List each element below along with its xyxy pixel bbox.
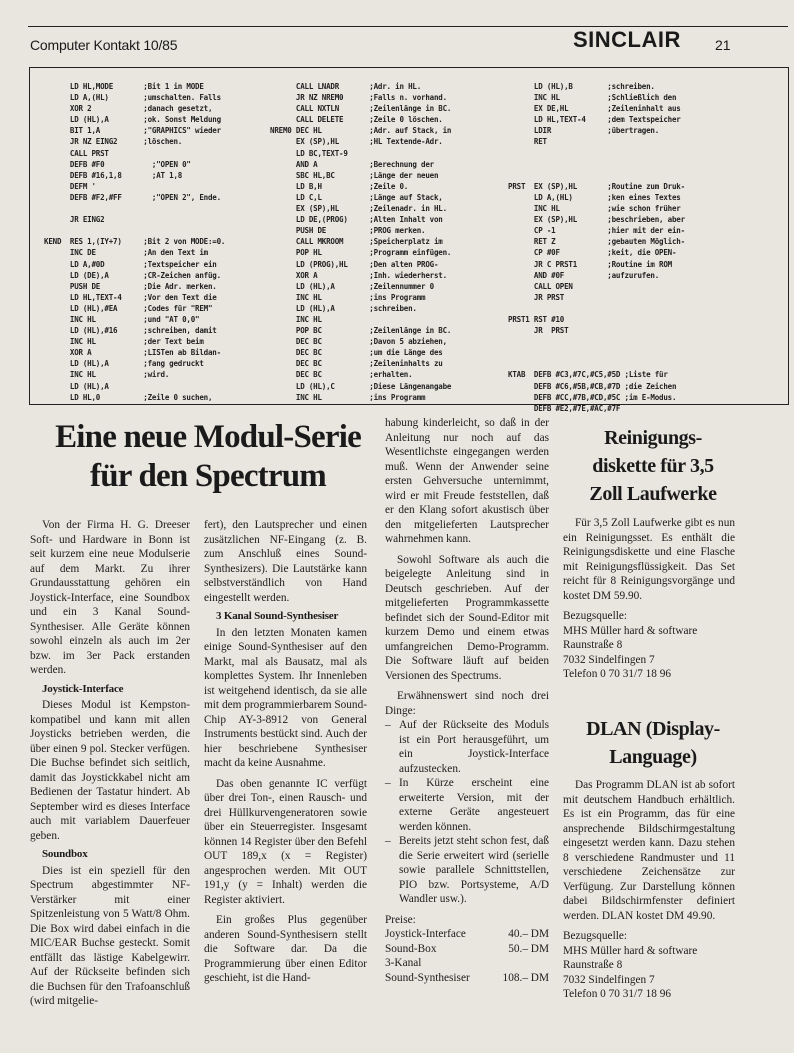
synth-paragraph-2: Das oben genannte IC verfügt über drei Ton-, einen Rausch- und drei Hüllkurvengeneratoren sowie über ein Steuerregister. Insgesamt können 14 Register über den Befehl OUT 189,x (x = Register) angesprochen werden. Mit OUT 191,y (y = Inhalt) werden die Register aktiviert. xyxy=(204,777,367,906)
column-3-continuation: habung kinderleicht, so daß in der Anleitung nur noch auf das Wesentlichste eingegangen werden muß. Wenn der Anwender seine ersten Gehversuche unternimmt, wird er mit Freude feststellen, daß er den Klang sofort akustisch über den mitgelieferten Lautsprecher wahrnehmen kann. xyxy=(385,417,549,545)
address-line: Telefon 0 70 31/7 18 96 xyxy=(563,988,672,1000)
address-line: 7032 Sindelfingen 7 xyxy=(563,973,655,986)
address-line: MHS Müller hard & software xyxy=(563,624,698,637)
price-item: Sound-Synthesiser xyxy=(385,971,470,984)
magazine-issue: Computer Kontakt 10/85 xyxy=(30,37,178,53)
price-value: 40.– DM xyxy=(508,928,549,940)
subheading-synthesiser: 3 Kanal Sound-Synthesiser xyxy=(216,610,339,622)
dlan-article xyxy=(563,778,735,1002)
joystick-paragraph: Dieses Modul ist Kempston-kompatibel und kann mit allen Joysticks betrieben werden, die über einen 9 pol. Stecker verfügen. Die Buchse befindet sich seitlich, damit das Joystickkabel nicht am Bedienen der Tastatur hindert. Ab September wird es dieses Interface auch mit variablem Dauerfeuer geben. xyxy=(30,699,190,842)
price-row xyxy=(385,942,549,957)
soundbox-paragraph: Dies ist ein speziell für den Spectrum abgestimmter NF-Verstärker mit einer Spitzenleistung von 5 Watt/8 Ohm. Die Box wird dabei einfach in die MIC/EAR Buchse gesteckt. Somit entfällt das lästige Kabelgewirr. Auf der Rückseite befinden sich die Buchsen für den Trafoanschluß (wird mitgelie- xyxy=(30,864,190,1007)
address-line: Raunstraße 8 xyxy=(563,639,623,651)
price-item: Sound-Box xyxy=(385,942,437,955)
cleaning-body: Für 3,5 Zoll Laufwerke gibt es nun ein Reinigungsset. Es enthält die Reinigungsdiskette und eine Flasche mit Reinigungsflüssigkeit. Das Set reicht für 8 Reinigungsvorgänge und kostet DM 59.90. xyxy=(563,517,735,602)
feature-item: – Auf der Rückseite des Moduls ist ein Port herausgeführt, um ein Joystick-Interface aufzustecken. xyxy=(385,718,549,776)
main-headline-line-2: für den Spectrum xyxy=(90,458,326,494)
column-2-continuation: fert), den Lautsprecher und einen zusätzlichen NF-Eingang (z. B. zum Anschluß eines Sound-Synthesizers). Die Lautstärke kann selbstverständlich von Hand eingestellt werden. xyxy=(204,519,367,604)
cleaning-source-label: Bezugsquelle: xyxy=(563,610,627,622)
address-line: MHS Müller hard & software xyxy=(563,944,698,957)
subheading-joystick: Joystick-Interface xyxy=(42,682,124,695)
code-column-2: CALL LNADR ;Adr. in HL. JR NZ NREM0 ;Falls n. vorhand. CALL NXTLN ;Zeilenlänge in BC. CALL DELETE ;Zeile 0 löschen. NREM0 DEC HL ;Adr. auf Stack, in EX (SP),HL ;HL Textende-Adr. LD BC,TEXT-9 AND A ;Berechnung der SBC HL,BC ;Länge der neuen LD B,H ;Zeile 0. LD C,L ;Länge auf Stack, EX (SP),HL ;Zeilenadr. in HL. LD DE,(PROG) ;Alten Inhalt von PUSH DE ;PROG merken. CALL MKROOM ;Speicherplatz im POP HL ;Programm einfügen. LD (PROG),HL ;Den alten PROG- XOR A ;Inh. wiederherst. LD (HL),A ;Zeilennummer 0 INC HL ;ins Programm LD (HL),A ;schreiben. INC HL POP BC ;Zeilenlänge in BC. DEC BC ;Davon 5 abziehen, DEC BC ;um die Länge des DEC BC ;Zeileninhalts zu DEC BC ;erhalten. LD (HL),C ;Diese Längenangabe INC HL ;ins Programm xyxy=(270,82,452,402)
price-value: 50.– DM xyxy=(508,942,549,955)
address-line: 7032 Sindelfingen 7 xyxy=(563,653,655,666)
section-title: SINCLAIR xyxy=(573,27,681,52)
three-things-intro: Erwähnenswert sind noch drei Dinge: xyxy=(385,690,549,717)
main-headline-line-1: Eine neue Modul-Serie xyxy=(55,419,361,455)
synth-paragraph-1: In den letzten Monaten kamen einige Sound-Synthesiser auf den Markt, mal als Bausatz, mal als komplettes System. Ihr Innenleben ist weitgehend identisch, da sie alle mit dem programmierbarem Sound-Chip AY-3-8912 von General Instruments bestückt sind. Auch der hier beschriebene Synthesiser macht da keine Ausnahme. xyxy=(204,626,367,769)
cleaning-headline-line-3: Zoll Laufwerke xyxy=(589,483,717,505)
main-article-column-3 xyxy=(385,416,549,985)
synth-paragraph-3: Ein großes Plus gegenüber anderen Sound-Synthesisern stellt die Software dar. Da die Programmierung über einen Editor geschieht, ist die Hand- xyxy=(204,914,367,984)
price-row xyxy=(385,971,549,986)
address-line: Raunstraße 8 xyxy=(563,959,623,971)
main-headline xyxy=(28,418,388,496)
dlan-headline-line-2: Language) xyxy=(609,746,697,768)
price-value: 108.– DM xyxy=(502,971,549,984)
address-line: Telefon 0 70 31/7 18 96 xyxy=(563,668,672,680)
main-article-column-1 xyxy=(30,518,190,1009)
cleaning-headline-line-2: diskette für 3,5 xyxy=(592,455,714,477)
price-row xyxy=(385,927,549,942)
cleaning-headline-line-1: Reinigungs- xyxy=(604,427,702,449)
dlan-headline xyxy=(563,715,743,771)
page-number: 21 xyxy=(715,37,731,53)
cleaning-disk-article xyxy=(563,516,735,682)
assembler-listing xyxy=(29,67,789,413)
subheading-soundbox: Soundbox xyxy=(42,848,88,860)
feature-item: – In Kürze erscheint eine erweiterte Version, mit der externe Geräte angesteuert werden können. xyxy=(385,776,549,834)
price-item: 3-Kanal xyxy=(385,957,422,969)
code-column-3: LD (HL),B ;schreiben. INC HL ;Schließlich den EX DE,HL ;Zeileninhalt aus LD HL,TEXT-4 ;dem Textspeicher LDIR ;übertragen. RET PRST EX (SP),HL ;Routine zum Druk- LD A,(HL) ;ken eines Textes INC HL ;wie schon früher EX (SP),HL ;beschrieben, aber CP -1 ;hier mit der ein- RET Z ;gebauten Möglich- CP #0F ;keit, die OPEN- JR C PRST1 ;Routine im ROM AND #0F ;aufzurufen. CALL OPEN JR PRST PRST1 RST #10 JR PRST KTAB DEFB #C3,#7C,#C5,#5D ;Liste für DEFB #C6,#5B,#CB,#7D ;die Zeichen DEFB #CC,#7B,#CD,#5C ;im E-Modus. DEFB #E2,#7E,#AC,#7F xyxy=(508,82,685,413)
cleaning-disk-headline xyxy=(563,424,743,508)
feature-item: – Bereits jetzt steht schon fest, daß die Serie erweitert wird (serielle sowie parallele Schnittstellen, PIO bzw. Portsysteme, A/D Wandler usw.). xyxy=(385,834,549,907)
price-item: Joystick-Interface xyxy=(385,928,466,940)
dlan-body: Das Programm DLAN ist ab sofort mit deutschem Handbuch erhältlich. Es ist ein Programm, das für eine ansprechende Bildschirmgestaltung eingesetzt werden kann. Dazu stehen 8 verschiedene Randmuster und 11 verschiedene Zeichensätze zur Verfügung. Zur Darstellung können dabei Bildschirmfenster definiert werden. DLAN kostet DM 49.90. xyxy=(563,779,735,922)
software-paragraph: Sowohl Software als auch die beigelegte Anleitung sind in Deutsch geschrieben. Auf der mitgelieferten Programmkassette befindet sich der Sound-Editor mit kurzem Demo und einem etwas umfangreichen Demo-Programm. Die Software läuft auf beiden Versionen des Spectrums. xyxy=(385,553,549,682)
code-column-1: LD HL,MODE ;Bit 1 in MODE LD A,(HL) ;umschalten. Falls XOR 2 ;danach gesetzt, LD (HL),A ;ok. Sonst Meldung BIT 1,A ;"GRAPHICS" wieder JR NZ EING2 ;löschen. CALL PRST DEFB #F0 ;"OPEN 0" DEFB #16,1,8 ;AT 1,8 DEFM ' DEFB #F2,#FF ;"OPEN 2", Ende. JR EING2 KEND RES 1,(IY+7) ;Bit 2 von MODE:=0. INC DE ;An den Text im LD A,#0D ;Textspeicher ein LD (DE),A ;CR-Zeichen anfüg. PUSH DE ;Die Adr. merken. LD HL,TEXT-4 ;Vor den Text die LD (HL),#EA ;Codes für "REM" INC HL ;und "AT 0,0" LD (HL),#16 ;schreiben, damit INC HL ;der Text beim XOR A ;LISTen ab Bildan- LD (HL),A ;fang gedruckt INC HL ;wird. LD (HL),A LD HL,0 ;Zeile 0 suchen, xyxy=(44,82,226,402)
intro-paragraph: Von der Firma H. G. Dreeser Soft- und Hardware in Bonn ist seit kurzem eine neue Modulserie auf dem Markt. Zu ihrer Grundausstattung gehören ein Joystick-Interface, eine Soundbox und ein 3 Kanal Sound-Synthesiser. Alle Geräte können sowohl einzeln als auch im 2er bzw. im 3er Pack erstanden werden. xyxy=(30,519,190,676)
price-row xyxy=(385,956,549,971)
dlan-headline-line-1: DLAN (Display- xyxy=(586,718,720,740)
prices-label: Preise: xyxy=(385,913,416,926)
dlan-source-label: Bezugsquelle: xyxy=(563,930,627,942)
feature-list xyxy=(385,718,549,907)
main-article-column-2 xyxy=(204,518,367,986)
